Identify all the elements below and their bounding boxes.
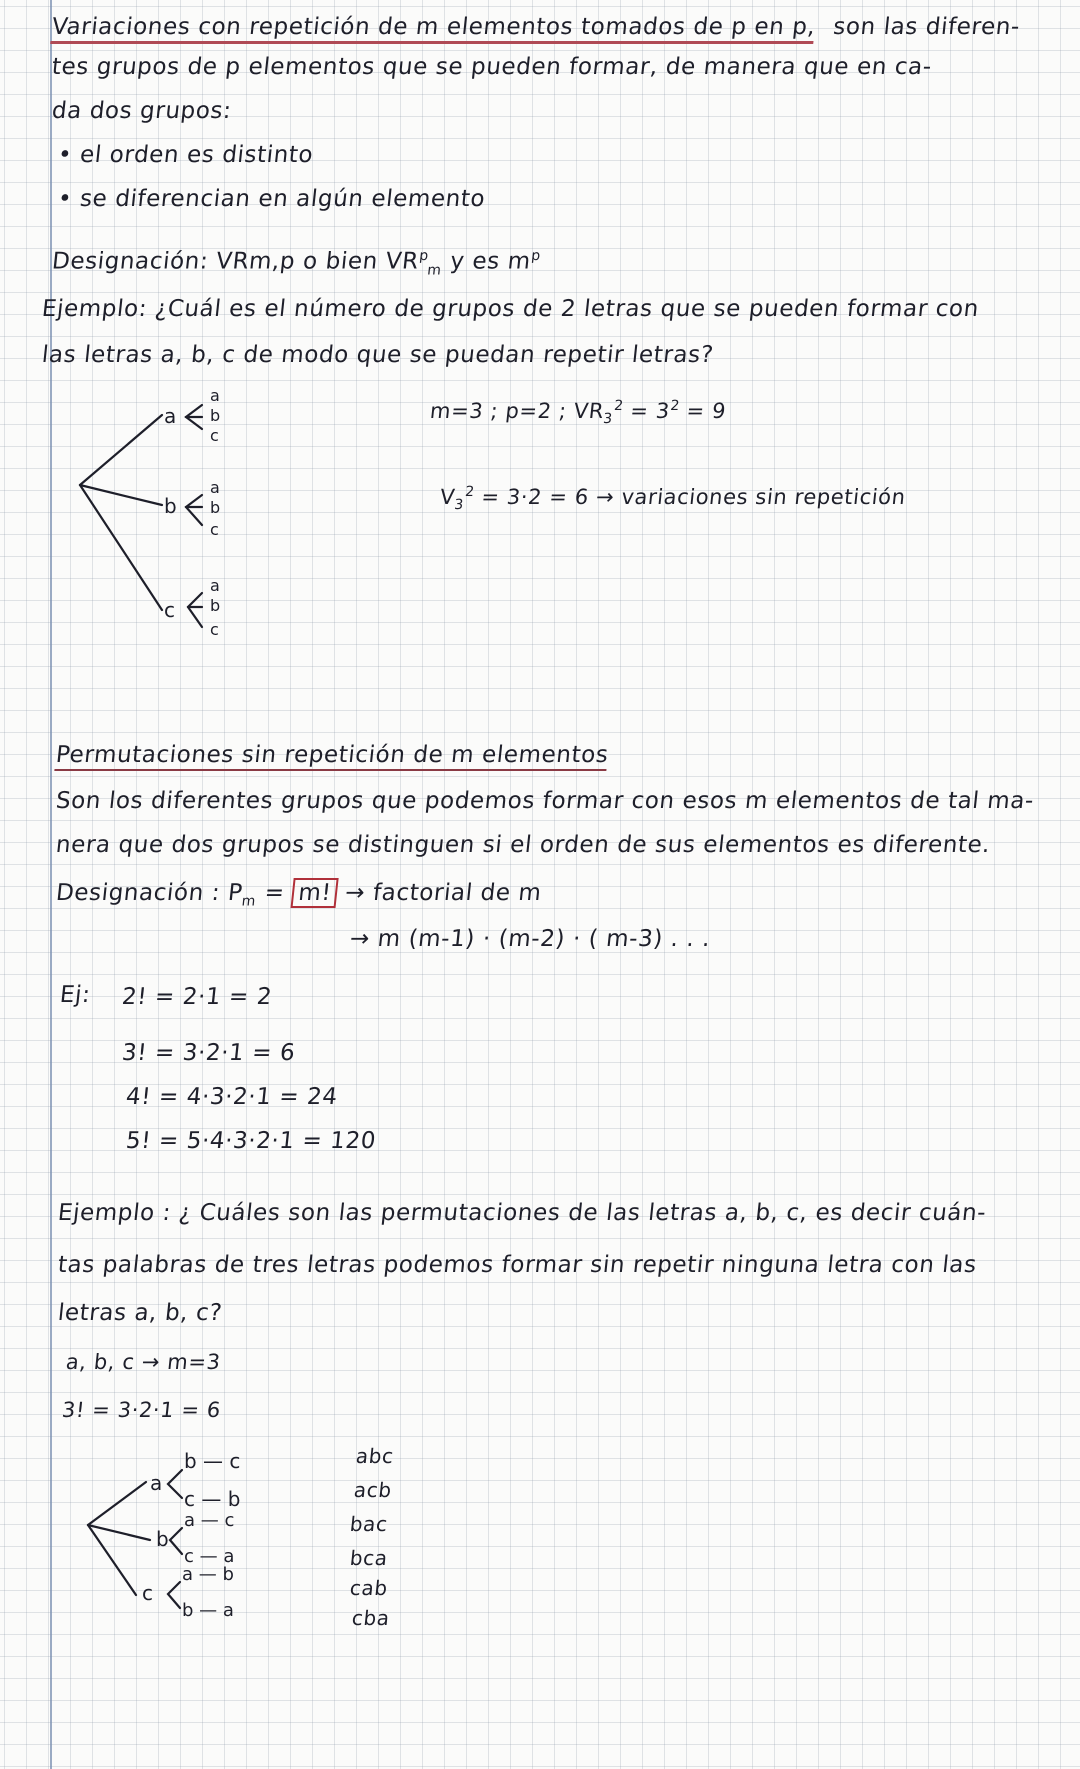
- factorial-example-2: 3! = 3·2·1 = 6: [120, 1040, 297, 1066]
- permutation-item: cab: [348, 1576, 390, 1600]
- arrow-icon: →: [594, 485, 616, 509]
- svg-text:b: b: [210, 498, 221, 517]
- svg-text:a: a: [210, 478, 220, 497]
- svg-text:b — c: b — c: [184, 1449, 241, 1473]
- section2-line2: nera que dos grupos se distinguen si el orden de sus elementos es diferente.: [54, 832, 992, 858]
- factorial-example-3: 4! = 4·3·2·1 = 24: [124, 1084, 339, 1110]
- section2-step2: 3! = 3·2·1 = 6: [60, 1398, 223, 1422]
- section2-step1: a, b, c → m=3: [64, 1350, 222, 1374]
- svg-text:c: c: [164, 598, 175, 622]
- svg-text:a — c: a — c: [184, 1510, 235, 1531]
- svg-text:b — a: b — a: [182, 1600, 234, 1621]
- arrow-icon: →: [343, 880, 367, 906]
- svg-text:a: a: [150, 1471, 163, 1495]
- permutation-tree-diagram: [80, 1440, 300, 1650]
- section1-line1-rest: son las diferen-: [831, 14, 1022, 40]
- permutation-item: acb: [352, 1478, 394, 1502]
- svg-text:c: c: [210, 620, 219, 639]
- svg-text:a: a: [210, 386, 220, 405]
- svg-text:c: c: [210, 426, 219, 445]
- svg-text:c — a: c — a: [184, 1546, 235, 1567]
- permutation-item: bca: [348, 1546, 390, 1570]
- section2-example-line3: letras a, b, c?: [56, 1300, 224, 1326]
- section1-line3: da dos grupos:: [50, 98, 233, 124]
- svg-text:c — b: c — b: [184, 1487, 241, 1511]
- section2-factorial-expansion: → m (m-1) · (m-2) · ( m-3) . . .: [348, 926, 712, 952]
- section2-example-line2: tas palabras de tres letras podemos formar sin repetir ninguna letra con las: [56, 1252, 979, 1278]
- section1-title: Variaciones con repetición de m elementos tomados de p en p,: [50, 14, 817, 44]
- bullet-item-2: • se diferencian en algún elemento: [56, 186, 487, 212]
- examples-label: Ej:: [58, 982, 92, 1008]
- svg-text:a: a: [210, 576, 220, 595]
- svg-text:c: c: [210, 520, 219, 539]
- svg-text:a — b: a — b: [182, 1564, 234, 1585]
- section2-line1: Son los diferentes grupos que podemos formar con esos m elementos de tal ma-: [54, 788, 1036, 814]
- svg-text:b: b: [210, 596, 221, 615]
- svg-text:b: b: [156, 1527, 169, 1551]
- arrow-icon: →: [348, 926, 372, 952]
- section1-example-line2: las letras a, b, c de modo que se puedan repetir letras?: [40, 342, 715, 368]
- svg-text:b: b: [164, 494, 177, 518]
- section2-designation: Designación : $P_m = m$! → factorial de m: [54, 880, 543, 910]
- section1-line2: tes grupos de p elementos que se pueden formar, de manera que en ca-: [50, 54, 934, 80]
- section1-heading-line: [51, 14, 1022, 40]
- permutation-item: bac: [348, 1512, 390, 1536]
- svg-text:b: b: [210, 406, 221, 425]
- svg-text:a: a: [164, 404, 177, 428]
- formula-v-without-repetition: $V_3^2 = 3\cdot 2 = 6$ → variaciones sin repetición: [438, 484, 907, 514]
- permutation-item: abc: [354, 1444, 396, 1468]
- formula-vr-with-repetition: m=3 ; p=2 ; $VR_3^2 = 3^2 = 9$: [428, 398, 728, 428]
- variation-tree-diagram: [70, 385, 270, 655]
- permutation-item: cba: [350, 1606, 392, 1630]
- svg-text:c: c: [142, 1581, 153, 1605]
- factorial-example-1: 2! = 2·1 = 2: [120, 984, 274, 1010]
- section2-title: Permutaciones sin repetición de m elementos: [54, 742, 610, 771]
- section2-heading: [55, 742, 610, 768]
- boxed-factorial: m!: [291, 878, 339, 908]
- section1-example-line1: Ejemplo: ¿Cuál es el número de grupos de 2 letras que se pueden formar con: [40, 296, 981, 322]
- bullet-item-1: • el orden es distinto: [56, 142, 315, 168]
- section1-designation: Designación: VRm,p o bien $VR^p_m$ y es $m^p$: [50, 248, 542, 279]
- section2-example-line1: Ejemplo : ¿ Cuáles son las permutaciones de las letras a, b, c, es decir cuán-: [56, 1200, 988, 1226]
- factorial-example-4: 5! = 5·4·3·2·1 = 120: [124, 1128, 378, 1154]
